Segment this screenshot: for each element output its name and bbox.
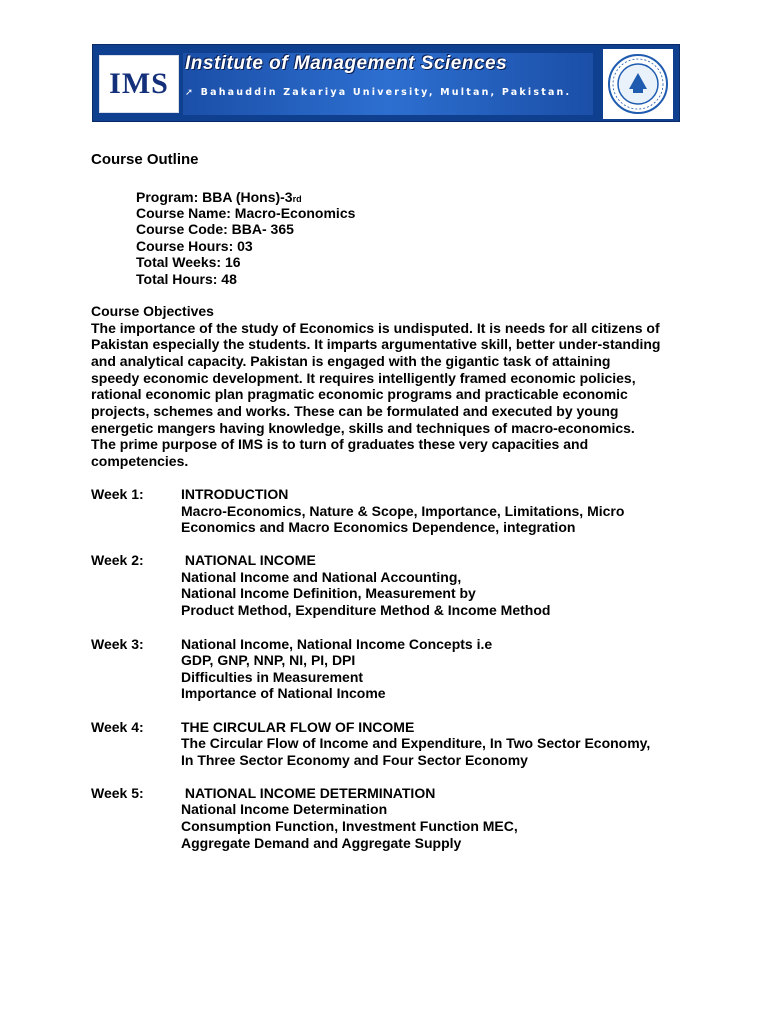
objectives-line: speedy economic development. It requires intelligently framed economic policies,	[91, 370, 636, 386]
week-topic: National Income and National Accounting,	[181, 569, 462, 585]
header-banner	[92, 44, 680, 122]
course-hours: Course Hours: 03	[136, 238, 253, 254]
seal-icon	[607, 53, 669, 115]
institute-name: Institute of Management Sciences	[185, 53, 508, 74]
arrow-icon: ➚	[185, 87, 201, 98]
week-topic: NATIONAL INCOME	[181, 552, 316, 568]
week-topic: Aggregate Demand and Aggregate Supply	[181, 835, 462, 851]
objectives-heading: Course Objectives	[91, 303, 214, 319]
university-name: ➚ Bahauddin Zakariya University, Multan, Pakistan.	[185, 87, 572, 98]
week-topic: Product Method, Expenditure Method & Income Method	[181, 602, 551, 618]
objectives-line: The prime purpose of IMS is to turn of graduates these very capacities and	[91, 436, 589, 452]
total-weeks: Total Weeks: 16	[136, 254, 241, 270]
course-outline-title: Course Outline	[91, 151, 199, 168]
ims-logo	[99, 55, 179, 113]
week-topic: National Income Determination	[181, 801, 388, 817]
week-topic: National Income, National Income Concepts i.e	[181, 636, 493, 652]
week-label: Week 3:	[91, 636, 144, 652]
week-topic: National Income Definition, Measurement by	[181, 585, 476, 601]
course-code: Course Code: BBA- 365	[136, 221, 294, 237]
week-topic: The Circular Flow of Income and Expenditure, In Two Sector Economy,	[181, 735, 651, 751]
week-label: Week 2:	[91, 552, 144, 568]
week-label: Week 4:	[91, 719, 144, 735]
week-topic: Economics and Macro Economics Dependence, integration	[181, 519, 576, 535]
week-topic: THE CIRCULAR FLOW OF INCOME	[181, 719, 415, 735]
week-label: Week 5:	[91, 785, 144, 801]
week-topic: GDP, GNP, NNP, NI, PI, DPI	[181, 652, 356, 668]
week-label: Week 1:	[91, 486, 144, 502]
course-name: Course Name: Macro-Economics	[136, 205, 356, 221]
week-topic: Macro-Economics, Nature & Scope, Importance, Limitations, Micro	[181, 503, 625, 519]
university-seal	[603, 49, 673, 119]
week-topic: NATIONAL INCOME DETERMINATION	[181, 785, 436, 801]
program-line: Program: BBA (Hons)-3rd	[136, 189, 302, 205]
week-topic: Difficulties in Measurement	[181, 669, 364, 685]
objectives-line: Pakistan especially the students. It imparts argumentative skill, better under-standing	[91, 336, 661, 352]
objectives-line: competencies.	[91, 453, 189, 469]
week-topic: INTRODUCTION	[181, 486, 289, 502]
objectives-line: The importance of the study of Economics is undisputed. It is needs for all citizens of	[91, 320, 660, 336]
logo-text: IMS	[109, 67, 169, 100]
objectives-line: projects, schemes and works. These can be formulated and executed by young	[91, 403, 619, 419]
total-hours: Total Hours: 48	[136, 271, 237, 287]
objectives-line: rational economic plan pragmatic economic programs and practicable economic	[91, 386, 628, 402]
objectives-line: and analytical capacity. Pakistan is engaged with the gigantic task of attaining	[91, 353, 611, 369]
week-topic: Importance of National Income	[181, 685, 386, 701]
objectives-line: energetic mangers having knowledge, skills and techniques of macro-economics.	[91, 420, 635, 436]
week-topic: Consumption Function, Investment Function MEC,	[181, 818, 518, 834]
week-topic: In Three Sector Economy and Four Sector Economy	[181, 752, 528, 768]
